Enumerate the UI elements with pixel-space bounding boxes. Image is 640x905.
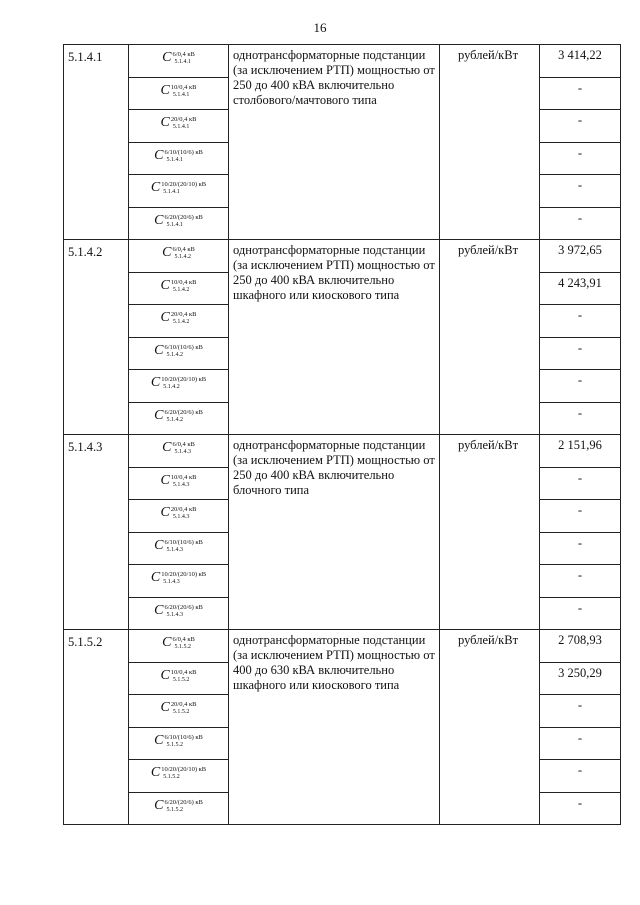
item-subscript: 5.1.4.2	[163, 384, 180, 390]
rates-table-body	[64, 45, 621, 825]
item-description: однотрансформаторные подстанции (за исключением РТП) мощностью от 400 до 630 кВА включительно шкафного или киоскового типа	[229, 630, 440, 825]
voltage-superscript: 6/10/(10/6) кВ	[164, 733, 203, 741]
voltage-superscript: 6/20/(20/6) кВ	[164, 798, 203, 806]
voltage-superscript: 6/20/(20/6) кВ	[164, 213, 203, 221]
rate-symbol	[129, 467, 229, 500]
rate-symbol	[129, 597, 229, 630]
voltage-superscript: 10/20/(20/10) кВ	[161, 766, 207, 773]
voltage-superscript: 6/0,4 кВ	[172, 441, 195, 448]
rate-symbol-letter: C	[150, 765, 161, 780]
item-code: 5.1.4.2	[64, 240, 129, 435]
item-subscript: 5.1.4.1	[172, 91, 190, 98]
item-subscript: 5.1.5.2	[166, 741, 183, 748]
rate-value: 3 414,22	[540, 45, 621, 78]
rate-value: 4 243,91	[540, 272, 621, 305]
item-subscript: 5.1.5.2	[174, 644, 192, 650]
item-subscript: 5.1.4.3	[163, 579, 180, 585]
rate-symbol	[129, 565, 229, 598]
rate-symbol	[129, 630, 229, 663]
unit-of-measure: рублей/кВт	[440, 45, 540, 240]
rate-value: -	[540, 370, 621, 403]
voltage-superscript: 6/10/(10/6) кВ	[164, 343, 203, 351]
table-row	[64, 630, 621, 663]
rate-symbol	[129, 402, 229, 435]
item-description: однотрансформаторные подстанции (за исключением РТП) мощностью от 250 до 400 кВА включительно блочного типа	[229, 435, 440, 630]
rate-symbol	[129, 727, 229, 760]
item-subscript: 5.1.4.1	[163, 189, 180, 195]
rate-symbol	[129, 792, 229, 825]
item-subscript: 5.1.5.2	[166, 806, 183, 813]
item-subscript: 5.1.5.2	[172, 709, 190, 715]
rate-symbol	[129, 532, 229, 565]
rate-value: -	[540, 142, 621, 175]
item-code: 5.1.5.2	[64, 630, 129, 825]
item-subscript: 5.1.4.1	[166, 221, 183, 228]
rate-value: -	[540, 727, 621, 760]
voltage-superscript: 6/20/(20/6) кВ	[164, 603, 203, 611]
rate-value: 2 151,96	[540, 435, 621, 468]
voltage-superscript: 20/0,4 кВ	[170, 116, 197, 123]
rate-symbol	[129, 435, 229, 468]
item-subscript: 5.1.4.1	[174, 59, 192, 65]
rate-symbol	[129, 142, 229, 175]
voltage-superscript: 10/20/(20/10) кВ	[161, 376, 207, 383]
item-subscript: 5.1.4.2	[166, 416, 183, 423]
voltage-superscript: 6/20/(20/6) кВ	[164, 408, 203, 416]
voltage-superscript: 20/0,4 кВ	[170, 311, 197, 318]
page-number: 16	[313, 20, 327, 35]
rate-symbol-letter: C	[160, 310, 170, 325]
item-code: 5.1.4.1	[64, 45, 129, 240]
rate-symbol-letter: C	[150, 180, 161, 195]
rate-value: -	[540, 305, 621, 338]
voltage-superscript: 6/0,4 кВ	[172, 636, 195, 643]
rate-symbol	[129, 240, 229, 273]
rate-symbol-letter: C	[154, 407, 164, 423]
rate-value: -	[540, 760, 621, 793]
voltage-superscript: 6/0,4 кВ	[172, 246, 195, 253]
rate-symbol-letter: C	[154, 537, 164, 553]
rate-symbol-letter: C	[154, 797, 164, 813]
rate-symbol	[129, 207, 229, 240]
rate-symbol-letter: C	[154, 602, 164, 618]
rate-symbol-letter: C	[150, 375, 161, 390]
rate-symbol	[129, 45, 229, 78]
rates-table	[63, 44, 621, 825]
rate-symbol	[129, 305, 229, 338]
rate-value: -	[540, 402, 621, 435]
item-subscript: 5.1.4.2	[172, 286, 190, 293]
rate-value: -	[540, 77, 621, 110]
voltage-superscript: 6/10/(10/6) кВ	[164, 148, 203, 156]
rate-symbol	[129, 337, 229, 370]
item-subscript: 5.1.4.2	[174, 254, 192, 260]
unit-of-measure: рублей/кВт	[440, 435, 540, 630]
voltage-superscript: 10/0,4 кВ	[170, 83, 197, 91]
voltage-superscript: 20/0,4 кВ	[170, 506, 197, 513]
rate-symbol	[129, 370, 229, 403]
rate-symbol-letter: C	[160, 277, 170, 293]
item-subscript: 5.1.4.1	[172, 124, 190, 130]
unit-of-measure: рублей/кВт	[440, 240, 540, 435]
rate-value: 3 972,65	[540, 240, 621, 273]
rate-value: -	[540, 695, 621, 728]
voltage-superscript: 10/0,4 кВ	[170, 473, 197, 481]
rate-symbol-letter: C	[160, 700, 170, 715]
rate-symbol-letter: C	[154, 147, 164, 163]
voltage-superscript: 10/20/(20/10) кВ	[161, 571, 207, 578]
rate-value: 3 250,29	[540, 662, 621, 695]
rate-value: -	[540, 597, 621, 630]
rate-symbol-letter: C	[160, 505, 170, 520]
rate-symbol-letter: C	[150, 570, 161, 585]
voltage-superscript: 6/10/(10/6) кВ	[164, 538, 203, 546]
table-row	[64, 435, 621, 468]
unit-of-measure: рублей/кВт	[440, 630, 540, 825]
rate-symbol	[129, 500, 229, 533]
rate-symbol	[129, 175, 229, 208]
item-subscript: 5.1.4.3	[172, 514, 190, 520]
rate-symbol-letter: C	[162, 50, 172, 65]
voltage-superscript: 10/0,4 кВ	[170, 278, 197, 286]
item-subscript: 5.1.4.2	[172, 319, 190, 325]
voltage-superscript: 10/0,4 кВ	[170, 668, 197, 676]
rate-symbol	[129, 110, 229, 143]
item-subscript: 5.1.4.2	[166, 351, 183, 358]
rate-symbol	[129, 77, 229, 110]
item-subscript: 5.1.4.1	[166, 156, 183, 163]
rate-value: -	[540, 532, 621, 565]
item-subscript: 5.1.4.3	[174, 449, 192, 455]
rate-value: -	[540, 500, 621, 533]
rate-symbol	[129, 662, 229, 695]
rate-value: -	[540, 792, 621, 825]
voltage-superscript: 6/0,4 кВ	[172, 51, 195, 58]
rate-symbol-letter: C	[160, 115, 170, 130]
item-subscript: 5.1.5.2	[163, 774, 180, 780]
rate-value: 2 708,93	[540, 630, 621, 663]
voltage-superscript: 10/20/(20/10) кВ	[161, 181, 207, 188]
item-description: однотрансформаторные подстанции (за исключением РТП) мощностью от 250 до 400 кВА включительно шкафного или киоскового типа	[229, 240, 440, 435]
rate-symbol-letter: C	[162, 440, 172, 455]
rate-value: -	[540, 337, 621, 370]
item-subscript: 5.1.4.3	[172, 481, 190, 488]
rate-value: -	[540, 110, 621, 143]
rate-symbol-letter: C	[160, 82, 170, 98]
item-code: 5.1.4.3	[64, 435, 129, 630]
item-subscript: 5.1.4.3	[166, 546, 183, 553]
rate-symbol-letter: C	[162, 245, 172, 260]
rate-value: -	[540, 175, 621, 208]
rate-symbol	[129, 760, 229, 793]
rate-symbol	[129, 695, 229, 728]
table-row	[64, 240, 621, 273]
rate-symbol-letter: C	[154, 212, 164, 228]
item-subscript: 5.1.5.2	[172, 676, 190, 683]
rate-symbol-letter: C	[154, 732, 164, 748]
rate-value: -	[540, 467, 621, 500]
item-subscript: 5.1.4.3	[166, 611, 183, 618]
rate-symbol-letter: C	[160, 667, 170, 683]
rate-symbol-letter: C	[160, 472, 170, 488]
rate-value: -	[540, 565, 621, 598]
rate-symbol-letter: C	[162, 635, 172, 650]
voltage-superscript: 20/0,4 кВ	[170, 701, 197, 708]
table-row	[64, 45, 621, 78]
rate-value: -	[540, 207, 621, 240]
item-description: однотрансформаторные подстанции (за исключением РТП) мощностью от 250 до 400 кВА включительно столбового/мачтового типа	[229, 45, 440, 240]
rate-symbol-letter: C	[154, 342, 164, 358]
rate-symbol	[129, 272, 229, 305]
